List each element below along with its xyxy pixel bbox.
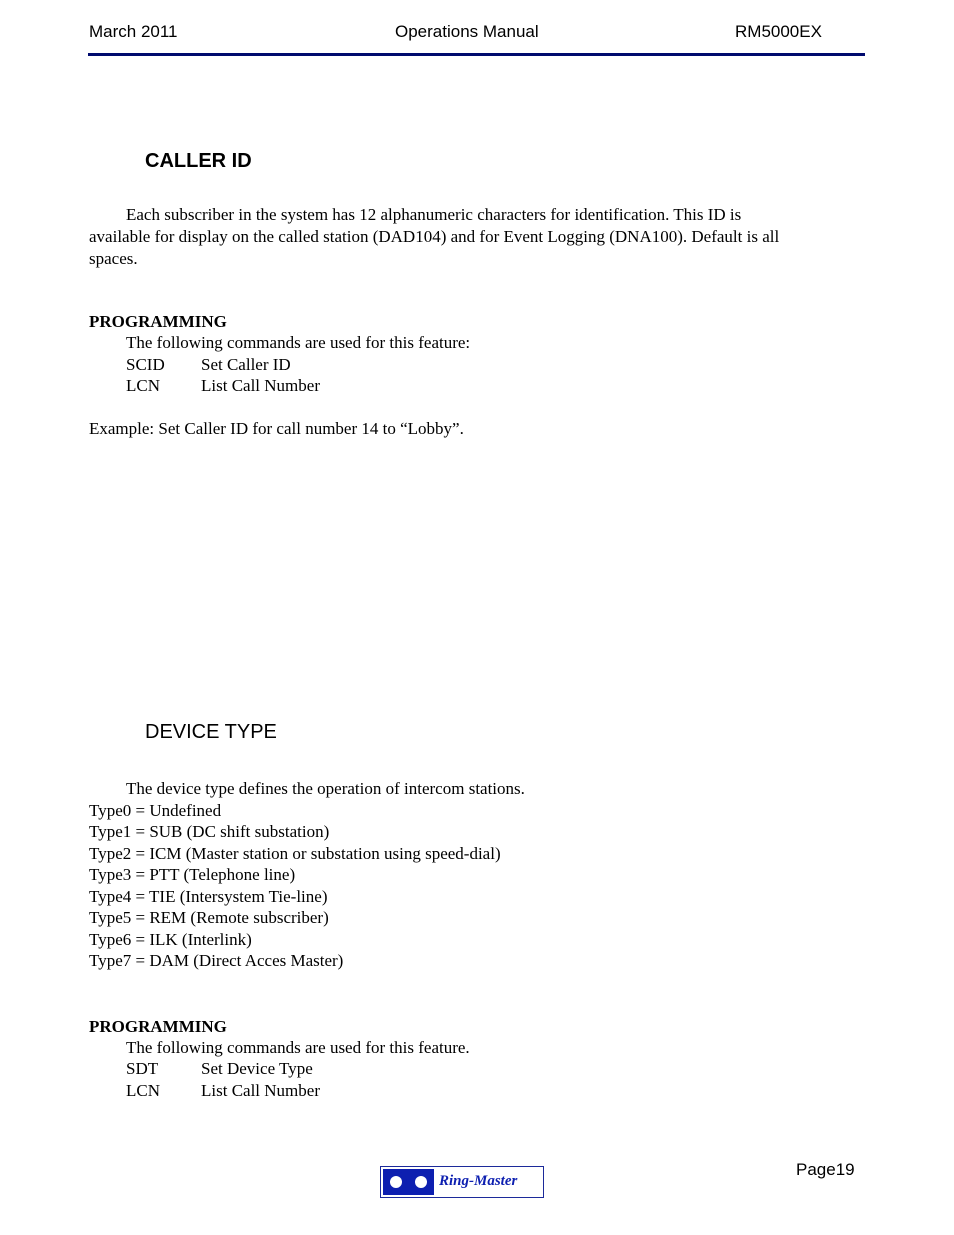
device-type-item: Type4 = TIE (Intersystem Tie-line) bbox=[89, 887, 328, 906]
header-date: March 2011 bbox=[89, 22, 178, 41]
logo-wordmark: Ring-Master bbox=[439, 1173, 518, 1189]
device-type-command-row bbox=[126, 1081, 320, 1101]
caller-id-para-line-3: spaces. bbox=[89, 249, 138, 268]
device-type-item: Type5 = REM (Remote subscriber) bbox=[89, 908, 329, 927]
caller-id-para-line-1: Each subscriber in the system has 12 alphanumeric characters for identification. This ID is bbox=[126, 205, 742, 224]
caller-id-heading: CALLER ID bbox=[145, 150, 252, 172]
device-type-item: Type2 = ICM (Master station or substation using speed-dial) bbox=[89, 844, 501, 863]
command-code: LCN bbox=[126, 376, 160, 395]
device-type-item: Type7 = DAM (Direct Acces Master) bbox=[89, 951, 344, 970]
device-type-programming-heading: PROGRAMMING bbox=[89, 1017, 227, 1036]
header-title: Operations Manual bbox=[395, 22, 539, 41]
command-code: SCID bbox=[126, 355, 165, 374]
caller-id-commands-intro: The following commands are used for this feature: bbox=[126, 333, 471, 352]
command-code: SDT bbox=[126, 1059, 159, 1078]
caller-id-command-row bbox=[126, 355, 291, 375]
command-code: LCN bbox=[126, 1081, 160, 1100]
device-type-item: Type0 = Undefined bbox=[89, 801, 222, 820]
header-rule bbox=[88, 53, 865, 56]
logo-ring-icon bbox=[385, 1171, 407, 1193]
command-description: Set Caller ID bbox=[201, 355, 291, 374]
device-type-item: Type1 = SUB (DC shift substation) bbox=[89, 822, 330, 841]
command-description: List Call Number bbox=[201, 1081, 320, 1100]
command-description: Set Device Type bbox=[201, 1059, 313, 1078]
logo-ring-icon bbox=[410, 1171, 432, 1193]
command-description: List Call Number bbox=[201, 376, 320, 395]
device-type-heading: DEVICE TYPE bbox=[145, 721, 277, 743]
device-type-command-row bbox=[126, 1059, 313, 1079]
device-type-item: Type3 = PTT (Telephone line) bbox=[89, 865, 296, 884]
device-type-intro: The device type defines the operation of intercom stations. bbox=[126, 779, 525, 798]
device-type-item: Type6 = ILK (Interlink) bbox=[89, 930, 252, 949]
page-number: Page19 bbox=[796, 1160, 855, 1179]
caller-id-programming-heading: PROGRAMMING bbox=[89, 312, 227, 331]
caller-id-para-line-2: available for display on the called station (DAD104) and for Event Logging (DNA100). Default is all bbox=[89, 227, 780, 246]
header-model: RM5000EX bbox=[735, 22, 822, 41]
ring-master-logo bbox=[380, 1166, 544, 1198]
device-type-commands-intro: The following commands are used for this feature. bbox=[126, 1038, 470, 1057]
caller-id-example: Example: Set Caller ID for call number 14 to “Lobby”. bbox=[89, 419, 464, 438]
caller-id-command-row bbox=[126, 376, 320, 396]
